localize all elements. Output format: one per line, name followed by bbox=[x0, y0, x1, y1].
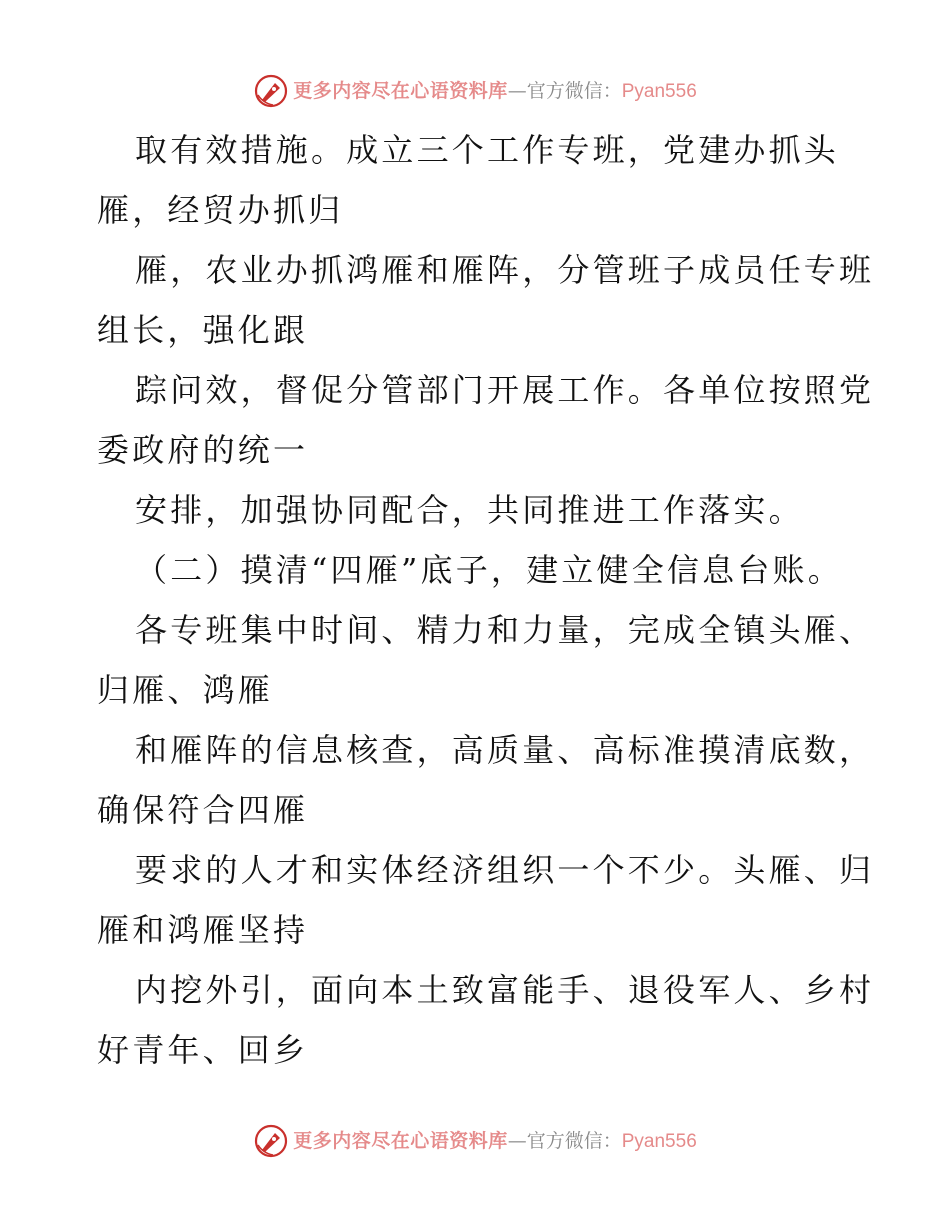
text-line: 内挖外引，面向本土致富能手、退役军人、乡村 bbox=[135, 971, 875, 1009]
watermark-main-text: 更多内容尽在心语资料库 bbox=[293, 79, 508, 102]
text-line: 归雁、鸿雁 bbox=[97, 671, 274, 709]
text-line: 确保符合四雁 bbox=[97, 791, 309, 829]
watermark-sub-text: 官方微信： bbox=[526, 79, 622, 102]
document-body bbox=[97, 120, 875, 1080]
fountain-pen-nib-icon bbox=[253, 73, 289, 109]
watermark-dash: — bbox=[507, 79, 527, 102]
text-line: 雁和鸿雁坚持 bbox=[97, 911, 309, 949]
watermark-wechat-id: Pyan556 bbox=[621, 1130, 697, 1152]
fountain-pen-nib-icon bbox=[253, 1123, 289, 1159]
text-line: 雁，经贸办抓归 bbox=[97, 191, 344, 229]
watermark-wechat-id: Pyan556 bbox=[621, 80, 697, 102]
watermark-dash: — bbox=[507, 1129, 527, 1152]
text-line: 雁，农业办抓鸿雁和雁阵，分管班子成员任专班 bbox=[135, 251, 875, 289]
text-line: 取有效措施。成立三个工作专班，党建办抓头 bbox=[135, 131, 840, 169]
text-line: 委政府的统一 bbox=[97, 431, 309, 469]
watermark-sub-text: 官方微信： bbox=[526, 1129, 622, 1152]
text-line: 各专班集中时间、精力和力量，完成全镇头雁、 bbox=[135, 611, 875, 649]
text-line: 踪问效，督促分管部门开展工作。各单位按照党 bbox=[135, 371, 875, 409]
text-line: 和雁阵的信息核查，高质量、高标准摸清底数， bbox=[135, 731, 875, 769]
footer-watermark bbox=[0, 1121, 950, 1161]
section-heading-line: （二）摸清“四雁”底子，建立健全信息台账。 bbox=[135, 551, 843, 589]
header-watermark bbox=[0, 71, 950, 111]
text-line: 要求的人才和实体经济组织一个不少。头雁、归 bbox=[135, 851, 875, 889]
text-line: 安排，加强协同配合，共同推进工作落实。 bbox=[135, 491, 804, 529]
text-line: 组长，强化跟 bbox=[97, 311, 309, 349]
watermark-main-text: 更多内容尽在心语资料库 bbox=[293, 1129, 508, 1152]
text-line: 好青年、回乡 bbox=[97, 1031, 309, 1069]
